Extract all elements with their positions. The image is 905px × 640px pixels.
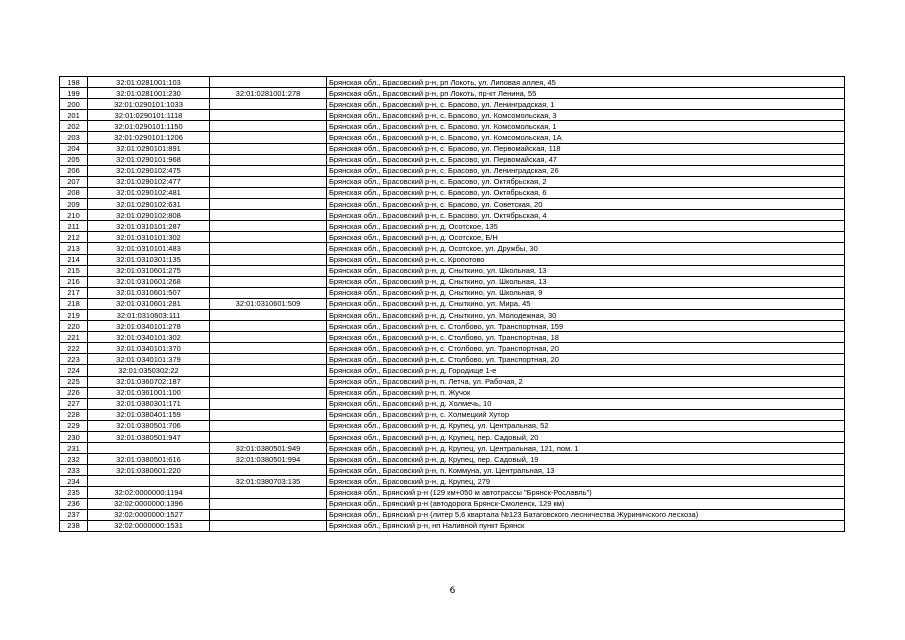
row-number-cell: 222 <box>60 343 88 354</box>
table-row <box>60 398 845 409</box>
cadastral-number-cell: 32:01:0310601:275 <box>88 265 210 276</box>
row-number-cell: 214 <box>60 254 88 265</box>
cadastral-number-cell: 32:01:0290101:1150 <box>88 121 210 132</box>
related-cadastral-number-cell <box>210 420 327 431</box>
cadastral-number-cell: 32:01:0360702:187 <box>88 376 210 387</box>
address-cell: Брянская обл., Брасовский р-н, с. Брасово, ул. Ленинградская, 1 <box>327 99 845 110</box>
row-number-cell: 199 <box>60 88 88 99</box>
related-cadastral-number-cell <box>210 309 327 320</box>
address-cell: Брянская обл., Брасовский р-н, с. Столбово, ул. Транспортная, 159 <box>327 321 845 332</box>
cadastral-number-cell: 32:01:0310601:507 <box>88 287 210 298</box>
cadastral-number-cell: 32:01:0340101:278 <box>88 321 210 332</box>
table-row <box>60 143 845 154</box>
related-cadastral-number-cell <box>210 343 327 354</box>
table-row <box>60 176 845 187</box>
related-cadastral-number-cell: 32:01:0380501:994 <box>210 454 327 465</box>
related-cadastral-number-cell <box>210 332 327 343</box>
related-cadastral-number-cell <box>210 321 327 332</box>
table-row <box>60 154 845 165</box>
table-row <box>60 432 845 443</box>
address-cell: Брянская обл., Брасовский р-н, с. Столбово, ул. Транспортная, 20 <box>327 343 845 354</box>
cadastral-number-cell: 32:01:0361001:100 <box>88 387 210 398</box>
table-row <box>60 387 845 398</box>
related-cadastral-number-cell <box>210 487 327 498</box>
cadastral-number-cell: 32:01:0380501:616 <box>88 454 210 465</box>
row-number-cell: 204 <box>60 143 88 154</box>
table-row <box>60 199 845 210</box>
related-cadastral-number-cell <box>210 110 327 121</box>
address-cell: Брянская обл., Брасовский р-н, с. Брасово, ул. Ленинградская, 26 <box>327 165 845 176</box>
address-cell: Брянская обл., Брасовский р-н, с. Брасово, ул. Октябрьская, 6 <box>327 187 845 198</box>
cadastral-number-cell: 32:01:0310101:483 <box>88 243 210 254</box>
address-cell: Брянская обл., Брасовский р-н, д. Сныткино, ул. Школьная, 13 <box>327 265 845 276</box>
row-number-cell: 226 <box>60 387 88 398</box>
cadastral-number-cell: 32:01:0310601:281 <box>88 298 210 309</box>
related-cadastral-number-cell <box>210 165 327 176</box>
related-cadastral-number-cell <box>210 121 327 132</box>
table-row <box>60 365 845 376</box>
cadastral-number-cell: 32:01:0310301:135 <box>88 254 210 265</box>
address-cell: Брянская обл., Брасовский р-н, с. Кропотово <box>327 254 845 265</box>
table-row <box>60 498 845 509</box>
address-cell: Брянская обл., Брасовский р-н, д. Осотское, ул. Дружбы, 30 <box>327 243 845 254</box>
row-number-cell: 220 <box>60 321 88 332</box>
related-cadastral-number-cell <box>210 232 327 243</box>
table-row <box>60 409 845 420</box>
row-number-cell: 224 <box>60 365 88 376</box>
row-number-cell: 209 <box>60 199 88 210</box>
cadastral-number-cell <box>88 476 210 487</box>
cadastral-number-cell: 32:02:0000000:1531 <box>88 520 210 531</box>
cadastral-number-cell: 32:01:0380301:171 <box>88 398 210 409</box>
cadastral-number-cell: 32:01:0340101:302 <box>88 332 210 343</box>
cadastral-number-cell: 32:02:0000000:1527 <box>88 509 210 520</box>
related-cadastral-number-cell <box>210 465 327 476</box>
cadastral-number-cell <box>88 443 210 454</box>
row-number-cell: 230 <box>60 432 88 443</box>
address-cell: Брянская обл., Брасовский р-н, д. Холмечь, 10 <box>327 398 845 409</box>
address-cell: Брянская обл., Брянский р-н (автодорога Брянск-Смоленск, 129 км) <box>327 498 845 509</box>
table-row <box>60 454 845 465</box>
table-row <box>60 298 845 309</box>
address-cell: Брянская обл., Брасовский р-н, с. Брасово, ул. Октябрьская, 4 <box>327 210 845 221</box>
address-cell: Брянская обл., Брасовский р-н, с. Столбово, ул. Транспортная, 18 <box>327 332 845 343</box>
address-cell: Брянская обл., Брасовский р-н, д. Сныткино, ул. Молодежная, 30 <box>327 309 845 320</box>
row-number-cell: 206 <box>60 165 88 176</box>
page-number: 6 <box>449 586 456 596</box>
address-cell: Брянская обл., Брасовский р-н, с. Брасово, ул. Комсомольская, 1А <box>327 132 845 143</box>
table-row <box>60 509 845 520</box>
table-row <box>60 376 845 387</box>
cadastral-number-cell: 32:01:0310101:302 <box>88 232 210 243</box>
related-cadastral-number-cell <box>210 387 327 398</box>
related-cadastral-number-cell <box>210 432 327 443</box>
row-number-cell: 217 <box>60 287 88 298</box>
related-cadastral-number-cell <box>210 520 327 531</box>
related-cadastral-number-cell <box>210 210 327 221</box>
address-cell: Брянская обл., Брасовский р-н, д. Осотское, Б/Н <box>327 232 845 243</box>
address-cell: Брянская обл., Брасовский р-н, д. Сныткино, ул. Школьная, 13 <box>327 276 845 287</box>
address-cell: Брянская обл., Брасовский р-н, д. Городище 1-е <box>327 365 845 376</box>
row-number-cell: 234 <box>60 476 88 487</box>
table-row <box>60 132 845 143</box>
address-cell: Брянская обл., Брянский р-н (литер 5,6 квартала №123 Батаговского лесничества Журиничского лесхоза) <box>327 509 845 520</box>
address-cell: Брянская обл., Брасовский р-н, с. Брасово, ул. Комсомольская, 1 <box>327 121 845 132</box>
cadastral-number-cell: 32:01:0340101:370 <box>88 343 210 354</box>
row-number-cell: 210 <box>60 210 88 221</box>
cadastral-number-cell: 32:01:0380601:220 <box>88 465 210 476</box>
cadastral-number-cell: 32:02:0000000:1194 <box>88 487 210 498</box>
address-cell: Брянская обл., Брасовский р-н, рп Локоть, ул. Липовая аллея, 45 <box>327 77 845 88</box>
table-row <box>60 165 845 176</box>
row-number-cell: 208 <box>60 187 88 198</box>
related-cadastral-number-cell <box>210 187 327 198</box>
address-cell: Брянская обл., Брасовский р-н, п. Жучок <box>327 387 845 398</box>
row-number-cell: 218 <box>60 298 88 309</box>
cadastral-number-cell: 32:01:0290102:475 <box>88 165 210 176</box>
related-cadastral-number-cell <box>210 176 327 187</box>
cadastral-number-cell: 32:01:0350302:22 <box>88 365 210 376</box>
cadastral-number-cell: 32:01:0290102:481 <box>88 187 210 198</box>
table-row <box>60 520 845 531</box>
row-number-cell: 223 <box>60 354 88 365</box>
related-cadastral-number-cell <box>210 354 327 365</box>
cadastral-number-cell: 32:01:0310101:287 <box>88 221 210 232</box>
row-number-cell: 205 <box>60 154 88 165</box>
cadastral-number-cell: 32:01:0290101:1118 <box>88 110 210 121</box>
cadastral-number-cell: 32:01:0290102:808 <box>88 210 210 221</box>
related-cadastral-number-cell <box>210 143 327 154</box>
related-cadastral-number-cell <box>210 509 327 520</box>
address-cell: Брянская обл., Брасовский р-н, п. Летча, ул. Рабочая, 2 <box>327 376 845 387</box>
row-number-cell: 231 <box>60 443 88 454</box>
address-cell: Брянская обл., Брасовский р-н, д. Осотское, 135 <box>327 221 845 232</box>
cadastral-number-cell: 32:01:0290101:1033 <box>88 99 210 110</box>
table-row <box>60 187 845 198</box>
address-cell: Брянская обл., Брасовский р-н, с. Брасово, ул. Советская, 20 <box>327 199 845 210</box>
table-row <box>60 487 845 498</box>
cadastral-number-cell: 32:02:0000000:1396 <box>88 498 210 509</box>
table-row <box>60 443 845 454</box>
table-row <box>60 354 845 365</box>
row-number-cell: 237 <box>60 509 88 520</box>
address-cell: Брянская обл., Брянский р-н, нп Наливной пункт Брянск <box>327 520 845 531</box>
row-number-cell: 238 <box>60 520 88 531</box>
cadastral-number-cell: 32:01:0290102:477 <box>88 176 210 187</box>
address-cell: Брянская обл., Брасовский р-н, п. Коммуна, ул. Центральная, 13 <box>327 465 845 476</box>
table-row <box>60 221 845 232</box>
table-row <box>60 420 845 431</box>
row-number-cell: 233 <box>60 465 88 476</box>
table-row <box>60 287 845 298</box>
table-row <box>60 309 845 320</box>
row-number-cell: 216 <box>60 276 88 287</box>
related-cadastral-number-cell <box>210 221 327 232</box>
related-cadastral-number-cell <box>210 265 327 276</box>
row-number-cell: 229 <box>60 420 88 431</box>
row-number-cell: 200 <box>60 99 88 110</box>
cadastral-number-cell: 32:01:0290101:968 <box>88 154 210 165</box>
row-number-cell: 215 <box>60 265 88 276</box>
cadastral-number-cell: 32:01:0290101:1206 <box>88 132 210 143</box>
row-number-cell: 221 <box>60 332 88 343</box>
related-cadastral-number-cell <box>210 498 327 509</box>
row-number-cell: 232 <box>60 454 88 465</box>
related-cadastral-number-cell <box>210 77 327 88</box>
related-cadastral-number-cell <box>210 276 327 287</box>
address-cell: Брянская обл., Брасовский р-н, д. Сныткино, ул. Мира, 45 <box>327 298 845 309</box>
table-row <box>60 265 845 276</box>
address-cell: Брянская обл., Брянский р-н (129 км+050 м автотрассы "Брянск-Рославль") <box>327 487 845 498</box>
cadastral-number-cell: 32:01:0380401:159 <box>88 409 210 420</box>
row-number-cell: 212 <box>60 232 88 243</box>
table-row <box>60 254 845 265</box>
table-row <box>60 476 845 487</box>
row-number-cell: 227 <box>60 398 88 409</box>
address-cell: Брянская обл., Брасовский р-н, д. Крупец, 279 <box>327 476 845 487</box>
cadastral-number-cell: 32:01:0281001:103 <box>88 77 210 88</box>
address-cell: Брянская обл., Брасовский р-н, с. Брасово, ул. Первомайская, 118 <box>327 143 845 154</box>
cadastral-number-cell: 32:01:0380501:947 <box>88 432 210 443</box>
address-cell: Брянская обл., Брасовский р-н, с. Брасово, ул. Первомайская, 47 <box>327 154 845 165</box>
cadastral-number-cell: 32:01:0290102:631 <box>88 199 210 210</box>
address-cell: Брянская обл., Брасовский р-н, д. Крупец, ул. Центральная, 52 <box>327 420 845 431</box>
table-row <box>60 321 845 332</box>
table-row <box>60 121 845 132</box>
table-row <box>60 276 845 287</box>
cadastral-number-cell: 32:01:0310601:268 <box>88 276 210 287</box>
related-cadastral-number-cell <box>210 243 327 254</box>
related-cadastral-number-cell <box>210 398 327 409</box>
cadastral-number-cell: 32:01:0380501:706 <box>88 420 210 431</box>
row-number-cell: 225 <box>60 376 88 387</box>
related-cadastral-number-cell <box>210 365 327 376</box>
related-cadastral-number-cell <box>210 99 327 110</box>
row-number-cell: 202 <box>60 121 88 132</box>
related-cadastral-number-cell <box>210 254 327 265</box>
cadastral-table <box>59 76 845 532</box>
cadastral-number-cell: 32:01:0281001:230 <box>88 88 210 99</box>
table-row <box>60 210 845 221</box>
row-number-cell: 213 <box>60 243 88 254</box>
related-cadastral-number-cell <box>210 154 327 165</box>
row-number-cell: 235 <box>60 487 88 498</box>
row-number-cell: 236 <box>60 498 88 509</box>
related-cadastral-number-cell <box>210 409 327 420</box>
table-row <box>60 232 845 243</box>
cadastral-number-cell: 32:01:0310603:111 <box>88 309 210 320</box>
row-number-cell: 207 <box>60 176 88 187</box>
address-cell: Брянская обл., Брасовский р-н, д. Крупец, пер. Садовый, 19 <box>327 454 845 465</box>
row-number-cell: 201 <box>60 110 88 121</box>
address-cell: Брянская обл., Брасовский р-н, д. Крупец, ул. Центральная, 121, пом. 1 <box>327 443 845 454</box>
row-number-cell: 211 <box>60 221 88 232</box>
row-number-cell: 228 <box>60 409 88 420</box>
table-row <box>60 243 845 254</box>
address-cell: Брянская обл., Брасовский р-н, с. Брасово, ул. Октябрьская, 2 <box>327 176 845 187</box>
related-cadastral-number-cell: 32:01:0380703:135 <box>210 476 327 487</box>
row-number-cell: 219 <box>60 309 88 320</box>
related-cadastral-number-cell <box>210 376 327 387</box>
related-cadastral-number-cell: 32:01:0281001:278 <box>210 88 327 99</box>
address-cell: Брянская обл., Брасовский р-н, с. Брасово, ул. Комсомольская, 3 <box>327 110 845 121</box>
related-cadastral-number-cell <box>210 199 327 210</box>
address-cell: Брянская обл., Брасовский р-н, д. Сныткино, ул. Школьная, 9 <box>327 287 845 298</box>
row-number-cell: 203 <box>60 132 88 143</box>
table-row <box>60 99 845 110</box>
cadastral-number-cell: 32:01:0340101:379 <box>88 354 210 365</box>
cadastral-number-cell: 32:01:0290101:891 <box>88 143 210 154</box>
table-row <box>60 343 845 354</box>
address-cell: Брянская обл., Брасовский р-н, д. Крупец, пер. Садовый, 20 <box>327 432 845 443</box>
row-number-cell: 198 <box>60 77 88 88</box>
table-row <box>60 110 845 121</box>
table-row <box>60 88 845 99</box>
related-cadastral-number-cell <box>210 287 327 298</box>
table-row <box>60 332 845 343</box>
address-cell: Брянская обл., Брасовский р-н, рп Локоть, пр-кт Ленина, 55 <box>327 88 845 99</box>
related-cadastral-number-cell: 32:01:0380501:949 <box>210 443 327 454</box>
related-cadastral-number-cell <box>210 132 327 143</box>
address-cell: Брянская обл., Брасовский р-н, с. Холмецкий Хутор <box>327 409 845 420</box>
table-body <box>60 77 845 532</box>
table-row <box>60 77 845 88</box>
address-cell: Брянская обл., Брасовский р-н, с. Столбово, ул. Транспортная, 20 <box>327 354 845 365</box>
related-cadastral-number-cell: 32:01:0310601:509 <box>210 298 327 309</box>
table-row <box>60 465 845 476</box>
